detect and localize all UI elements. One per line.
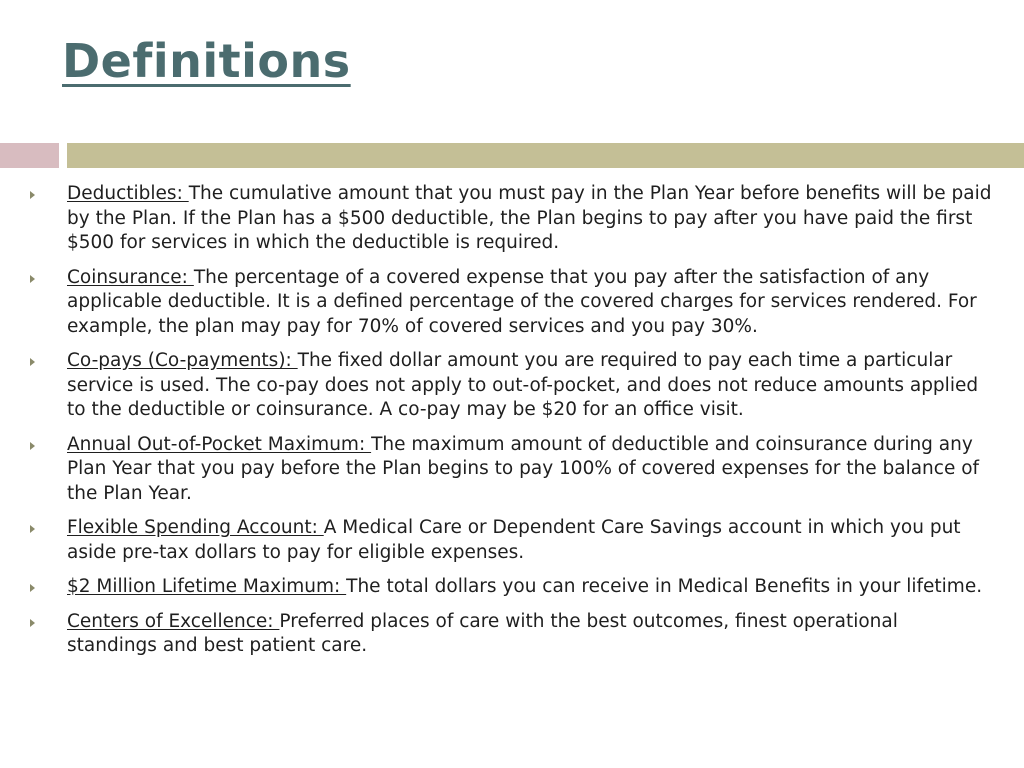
triangle-right-icon — [30, 525, 35, 533]
triangle-right-icon — [30, 584, 35, 592]
definition-text: The cumulative amount that you must pay in the Plan Year before benefits will be paid by the Plan. If the Plan has a $500 deductible, the Plan begins to pay after you have paid the first $500 for services in which the deductible is required. — [67, 183, 992, 253]
definition-text: A Medical Care or Dependent Care Savings account in which you put aside pre-tax dollars to pay for eligible expenses. — [67, 517, 961, 563]
definition-term: $2 Million Lifetime Maximum: — [67, 576, 347, 597]
accent-bar-left — [0, 143, 59, 168]
definitions-list — [30, 182, 992, 669]
triangle-right-icon — [30, 275, 35, 283]
page-title: Definitions — [62, 34, 351, 88]
definition-term: Annual Out-of-Pocket Maximum: — [67, 433, 372, 455]
definition-text: The fixed dollar amount you are required to pay each time a particular service is used. The co-pay does not apply to out-of-pocket, and does not reduce amounts applied to the deductible or coinsurance. A co-pay may be $20 for an office visit. — [67, 350, 979, 420]
triangle-right-icon — [30, 442, 35, 450]
definition-copays — [30, 349, 992, 423]
triangle-right-icon — [30, 191, 35, 199]
definition-text: The percentage of a covered expense that you pay after the satisfaction of any applicable deductible. It is a defined percentage of the covered charges for services rendered. For example, the plan may pay for 70% of covered services and you pay 30%. — [67, 266, 977, 337]
accent-bar-right — [67, 143, 1024, 168]
definition-term: Deductibles: — [67, 183, 189, 204]
definition-out-of-pocket-max — [30, 433, 992, 507]
triangle-right-icon — [30, 358, 35, 366]
definition-text: The maximum amount of deductible and coinsurance during any Plan Year that you pay before the Plan begins to pay 100% of covered expenses for the balance of the Plan Year. — [67, 433, 980, 504]
definition-deductibles — [30, 182, 992, 256]
definition-term: Centers of Excellence: — [67, 610, 280, 632]
definition-term: Flexible Spending Account: — [67, 517, 324, 538]
definition-term: Co-pays (Co-payments): — [67, 350, 298, 371]
definition-text: Preferred places of care with the best outcomes, finest operational standings and best patient care. — [67, 610, 898, 656]
definition-coinsurance — [30, 266, 992, 340]
definition-text: The total dollars you can receive in Medical Benefits in your lifetime. — [346, 576, 983, 597]
definition-lifetime-max — [30, 575, 992, 600]
triangle-right-icon — [30, 619, 35, 627]
definition-fsa — [30, 516, 992, 565]
definition-term: Coinsurance: — [67, 266, 194, 288]
definition-centers-of-excellence — [30, 610, 992, 659]
